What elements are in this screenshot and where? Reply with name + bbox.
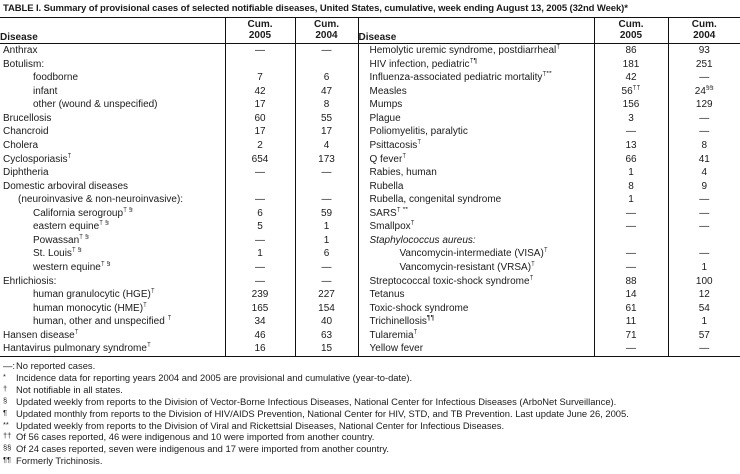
value-cell: 1 <box>594 166 668 180</box>
col-header-disease-right: Disease <box>358 18 594 44</box>
disease-cell <box>0 220 225 234</box>
footnote-marker: † <box>146 342 151 350</box>
table-row <box>0 220 740 234</box>
value-cell: 6 <box>295 71 358 85</box>
table-row <box>0 288 740 302</box>
footnote-marker: † § <box>79 233 89 241</box>
footnote-marker: ¶¶ <box>426 315 435 322</box>
value-cell <box>668 234 740 248</box>
footnote-marker: * <box>3 371 6 381</box>
value-cell: 17 <box>295 125 358 139</box>
disease-cell <box>358 329 594 343</box>
disease-cell <box>0 329 225 343</box>
disease-cell <box>0 261 225 275</box>
footnote <box>3 431 629 443</box>
disease-cell <box>0 125 225 139</box>
value-cell: 154 <box>295 302 358 316</box>
value-cell: 54 <box>668 302 740 316</box>
value-cell: 14 <box>594 288 668 302</box>
footnote-marker: †** <box>542 71 552 78</box>
value-cell: 1 <box>295 234 358 248</box>
footnote-marker: —: <box>3 360 15 371</box>
value-cell: 7 <box>225 71 295 85</box>
disease-cell <box>0 180 225 194</box>
value-cell: 5 <box>225 220 295 234</box>
table-row <box>0 302 740 316</box>
disease-label: SARS† ** <box>369 206 409 219</box>
disease-label: Vancomycin-resistant (VRSA)† <box>399 261 535 273</box>
value-cell: — <box>594 247 668 261</box>
value-cell: 17 <box>225 125 295 139</box>
footnote-marker: †¶ <box>469 57 478 65</box>
value-cell: 71 <box>594 329 668 343</box>
value-cell: — <box>594 207 668 221</box>
table-row <box>0 139 740 153</box>
footnote-marker: † <box>402 152 407 160</box>
value-cell: 47 <box>295 85 358 99</box>
disease-cell <box>358 234 594 248</box>
disease-cell <box>0 166 225 180</box>
disease-cell <box>0 207 225 221</box>
footnote <box>3 420 629 432</box>
disease-cell <box>358 288 594 302</box>
disease-label: Tetanus <box>369 289 405 301</box>
table-row <box>0 125 740 139</box>
disease-cell <box>358 193 594 207</box>
disease-label: HIV infection, pediatric†¶ <box>369 57 478 70</box>
year-2005-label: 2005 <box>619 29 643 41</box>
value-cell: — <box>668 112 740 126</box>
value-cell: 2 <box>225 139 295 153</box>
value-cell: 57 <box>668 329 740 343</box>
footnote-marker: † <box>167 315 172 322</box>
value-cell: 93 <box>668 44 740 58</box>
col-header-disease-left: Disease <box>0 18 225 44</box>
value-cell: 239 <box>225 288 295 302</box>
disease-label: Toxic-shock syndrome <box>369 302 469 314</box>
value-cell: 654 <box>225 153 295 167</box>
disease-cell <box>0 58 225 72</box>
value-cell: — <box>594 261 668 275</box>
disease-label: Streptococcal toxic-shock syndrome† <box>369 274 534 287</box>
disease-label: Powassan† § <box>33 233 89 246</box>
value-cell: 42 <box>594 71 668 85</box>
footnote <box>3 455 629 467</box>
footnote-marker: † ** <box>396 206 409 214</box>
value-cell: — <box>668 220 740 234</box>
footnote <box>3 396 629 408</box>
table-row <box>0 207 740 221</box>
disease-label: Cyclosporiasis† <box>3 152 72 165</box>
disease-cell <box>358 112 594 126</box>
value-cell: — <box>295 44 358 58</box>
footnote-marker: †† <box>632 84 641 92</box>
value-cell: 56†† <box>594 85 668 99</box>
footnote-text: Updated weekly from reports to the Division of Vector-Borne Infectious Diseases, National Center for Infectious Diseases (ArboNet Surveillance). <box>16 395 617 407</box>
value-cell: — <box>295 166 358 180</box>
footnote-marker: ** <box>3 419 9 429</box>
footnote-marker: †† <box>3 431 12 441</box>
value-cell: — <box>295 193 358 207</box>
disease-cell <box>0 247 225 261</box>
value-cell: 66 <box>594 153 668 167</box>
disease-cell <box>358 261 594 275</box>
value-cell: 251 <box>668 58 740 72</box>
value-cell: 15 <box>295 342 358 356</box>
disease-label: Psittacosis† <box>369 138 422 151</box>
col-header-cum2004-right <box>668 18 740 44</box>
value-cell: 100 <box>668 275 740 289</box>
footnote-marker: § <box>3 395 8 405</box>
footnote-text: No reported cases. <box>16 360 96 371</box>
disease-cell <box>358 207 594 221</box>
disease-cell <box>0 342 225 356</box>
table-row <box>0 342 740 356</box>
disease-label: (neuroinvasive & non-neuroinvasive): <box>18 194 184 206</box>
footnote-marker: † <box>410 220 415 227</box>
value-cell <box>295 58 358 72</box>
footnote <box>3 372 629 384</box>
table-row <box>0 180 740 194</box>
value-cell: — <box>225 234 295 248</box>
value-cell: 1 <box>594 193 668 207</box>
value-cell: 173 <box>295 153 358 167</box>
value-cell: — <box>668 125 740 139</box>
value-cell: 156 <box>594 98 668 112</box>
disease-label: Rabies, human <box>369 167 437 179</box>
value-cell: 1 <box>668 261 740 275</box>
disease-label: Botulism: <box>3 58 45 70</box>
disease-label: other (wound & unspecified) <box>33 99 158 111</box>
disease-label: human monocytic (HME)† <box>33 301 147 314</box>
disease-label: Tularemia† <box>369 328 418 341</box>
footnote-marker: † <box>3 383 8 393</box>
value-cell: 63 <box>295 329 358 343</box>
value-cell: 1 <box>295 220 358 234</box>
table-row <box>0 234 740 248</box>
value-cell: 4 <box>668 166 740 180</box>
disease-label: human, other and unspecified † <box>33 315 172 328</box>
value-cell: 46 <box>225 329 295 343</box>
footnote-text: Of 56 cases reported, 46 were indigenous and 10 were imported from another country. <box>16 431 375 443</box>
table-row <box>0 58 740 72</box>
table-title: TABLE I. Summary of provisional cases of selected notifiable diseases, United States, cumulative, week ending August 13, 2005 (32nd Week)* <box>3 3 628 14</box>
disease-label: Yellow fever <box>369 343 424 355</box>
disease-label: Staphylococcus aureus: <box>369 234 476 246</box>
disease-cell <box>358 139 594 153</box>
footnote-text: Not notifiable in all states. <box>16 383 123 395</box>
value-cell: — <box>225 275 295 289</box>
footnote-marker: † <box>417 138 422 146</box>
year-2004-label: 2004 <box>693 29 716 41</box>
disease-cell <box>358 71 594 85</box>
value-cell: 42 <box>225 85 295 99</box>
footnote-marker: ¶ <box>3 407 8 417</box>
table-row <box>0 98 740 112</box>
value-cell: 1 <box>668 315 740 329</box>
col-header-cum2004-left <box>295 18 358 44</box>
table-header <box>0 18 740 44</box>
disease-cell <box>358 247 594 261</box>
table-row <box>0 44 740 58</box>
footnote-marker: † <box>556 43 561 51</box>
value-cell: 40 <box>295 315 358 329</box>
disease-label: Smallpox† <box>369 220 415 233</box>
disease-label: Vancomycin-intermediate (VISA)† <box>399 247 548 260</box>
disease-cell <box>0 85 225 99</box>
value-cell: — <box>295 275 358 289</box>
value-cell: 3 <box>594 112 668 126</box>
value-cell: — <box>225 166 295 180</box>
disease-label: Q fever† <box>369 152 407 165</box>
value-cell: 11 <box>594 315 668 329</box>
disease-cell <box>358 180 594 194</box>
disease-cell <box>358 153 594 167</box>
value-cell: 17 <box>225 98 295 112</box>
value-cell: 8 <box>594 180 668 194</box>
disease-label: Chancroid <box>3 126 49 138</box>
footnote-text: Updated weekly from reports to the Division of Viral and Rickettsial Diseases, National Center for Infectious Diseases. <box>16 419 505 431</box>
table-row <box>0 153 740 167</box>
disease-cell <box>0 302 225 316</box>
table-row <box>0 275 740 289</box>
cum-label: Cum. <box>618 19 644 30</box>
footnote-text: Incidence data for reporting years 2004 and 2005 are provisional and cumulative (year-to-date). <box>16 371 413 383</box>
value-cell: — <box>668 342 740 356</box>
value-cell: 24§§ <box>668 85 740 99</box>
disease-cell <box>358 302 594 316</box>
table-row <box>0 112 740 126</box>
col-header-cum2005-right <box>594 18 668 44</box>
footnote-marker: † <box>150 288 155 295</box>
table-body <box>0 44 740 357</box>
disease-cell <box>0 153 225 167</box>
disease-label: Rubella <box>369 180 404 192</box>
value-cell: — <box>225 193 295 207</box>
disease-label: Influenza-associated pediatric mortality†** <box>369 71 552 84</box>
disease-cell <box>0 71 225 85</box>
disease-cell <box>358 125 594 139</box>
footnote-marker: † § <box>123 206 133 214</box>
cum-label: Cum. <box>247 19 273 30</box>
disease-label: Brucellosis <box>3 112 52 124</box>
disease-cell <box>358 220 594 234</box>
footnote-marker: † <box>74 328 79 336</box>
disease-cell <box>358 98 594 112</box>
footnote-text: Of 24 cases reported, seven were indigenous and 17 were imported from another country. <box>16 443 389 455</box>
table-row <box>0 261 740 275</box>
footnote-marker: † <box>413 328 418 336</box>
year-2005-label: 2005 <box>248 29 272 41</box>
notifiable-diseases-table <box>0 17 740 357</box>
value-cell: 16 <box>225 342 295 356</box>
disease-cell <box>0 275 225 289</box>
table-row <box>0 71 740 85</box>
value-cell: 13 <box>594 139 668 153</box>
table-row <box>0 85 740 99</box>
footnotes-section <box>3 360 629 467</box>
disease-cell <box>358 85 594 99</box>
footnote-text: Formerly Trichinosis. <box>16 455 103 467</box>
header-row <box>0 18 740 44</box>
value-cell: — <box>225 44 295 58</box>
disease-cell <box>0 112 225 126</box>
footnote-marker: ¶¶ <box>3 455 12 465</box>
cum-label: Cum. <box>314 19 339 30</box>
disease-label: Diphtheria <box>3 167 49 179</box>
value-cell: — <box>668 207 740 221</box>
disease-label: Rubella, congenital syndrome <box>369 194 502 206</box>
disease-label: Measles <box>369 85 407 97</box>
disease-label: Domestic arboviral diseases <box>3 180 129 192</box>
disease-label: foodborne <box>33 72 79 84</box>
value-cell: 41 <box>668 153 740 167</box>
value-cell <box>225 58 295 72</box>
disease-label: Cholera <box>3 139 39 151</box>
footnote-marker: † <box>529 274 534 282</box>
value-cell: 61 <box>594 302 668 316</box>
disease-cell <box>0 288 225 302</box>
value-cell: 88 <box>594 275 668 289</box>
table-row <box>0 166 740 180</box>
disease-label: Poliomyelitis, paralytic <box>369 126 468 138</box>
table-row <box>0 247 740 261</box>
value-cell: — <box>594 125 668 139</box>
disease-label: Plague <box>369 112 401 124</box>
disease-label: human granulocytic (HGE)† <box>33 288 155 301</box>
value-cell: 6 <box>225 207 295 221</box>
disease-cell <box>358 58 594 72</box>
value-cell: 59 <box>295 207 358 221</box>
footnote <box>3 443 629 455</box>
disease-label: Mumps <box>369 99 403 111</box>
disease-label: western equine† § <box>33 261 111 273</box>
disease-label: eastern equine† § <box>33 220 109 233</box>
footnote-marker: † § <box>71 247 82 255</box>
footnote-marker: † <box>543 247 548 255</box>
footnote-marker: † <box>67 152 72 160</box>
disease-label: infant <box>33 85 58 97</box>
disease-cell <box>358 315 594 329</box>
value-cell: 8 <box>668 139 740 153</box>
value-cell: 4 <box>295 139 358 153</box>
footnote-marker: §§ <box>3 443 12 453</box>
year-2004-label: 2004 <box>315 29 338 41</box>
disease-cell <box>0 193 225 207</box>
value-cell <box>295 180 358 194</box>
footnote-marker: † § <box>99 220 109 227</box>
value-cell: 55 <box>295 112 358 126</box>
disease-label: Trichinellosis¶¶ <box>369 315 435 328</box>
footnote-marker: † <box>531 261 535 268</box>
value-cell: — <box>668 193 740 207</box>
value-cell: 34 <box>225 315 295 329</box>
value-cell <box>225 180 295 194</box>
value-cell: 129 <box>668 98 740 112</box>
value-cell: — <box>668 247 740 261</box>
disease-label: Hansen disease† <box>3 328 79 341</box>
value-cell: 181 <box>594 58 668 72</box>
disease-label: Hantavirus pulmonary syndrome† <box>3 342 151 355</box>
disease-cell <box>0 44 225 58</box>
value-cell: — <box>594 220 668 234</box>
disease-label: California serogroup† § <box>33 206 133 219</box>
value-cell: — <box>225 261 295 275</box>
table-row <box>0 193 740 207</box>
table-row <box>0 315 740 329</box>
disease-label: Anthrax <box>3 45 38 56</box>
disease-cell <box>358 166 594 180</box>
value-cell: — <box>594 342 668 356</box>
footnote <box>3 384 629 396</box>
value-cell: 1 <box>225 247 295 261</box>
value-cell: 165 <box>225 302 295 316</box>
footnote-marker: §§ <box>705 84 714 92</box>
disease-label: Hemolytic uremic syndrome, postdiarrheal† <box>369 43 561 56</box>
footnote-marker: † § <box>100 261 111 268</box>
footnote-marker: † <box>143 301 147 309</box>
value-cell: 8 <box>295 98 358 112</box>
value-cell: 9 <box>668 180 740 194</box>
disease-label: St. Louis† § <box>33 247 82 260</box>
disease-cell <box>358 44 594 58</box>
value-cell: 60 <box>225 112 295 126</box>
value-cell: 86 <box>594 44 668 58</box>
disease-cell <box>0 139 225 153</box>
cum-label: Cum. <box>691 19 717 30</box>
disease-cell <box>358 342 594 356</box>
table-row <box>0 329 740 343</box>
value-cell: 6 <box>295 247 358 261</box>
disease-cell <box>0 315 225 329</box>
footnote <box>3 360 629 372</box>
disease-cell <box>0 98 225 112</box>
value-cell: — <box>295 261 358 275</box>
value-cell: — <box>668 71 740 85</box>
disease-cell <box>358 275 594 289</box>
value-cell: 12 <box>668 288 740 302</box>
footnote-text: Updated monthly from reports to the Division of HIV/AIDS Prevention, National Center for HIV, STD, and TB Prevention. Last update June 26, 2005. <box>16 407 629 419</box>
footnote <box>3 408 629 420</box>
col-header-cum2005-left <box>225 18 295 44</box>
value-cell <box>594 234 668 248</box>
disease-cell <box>0 234 225 248</box>
disease-label: Ehrlichiosis: <box>3 275 57 287</box>
value-cell: 227 <box>295 288 358 302</box>
